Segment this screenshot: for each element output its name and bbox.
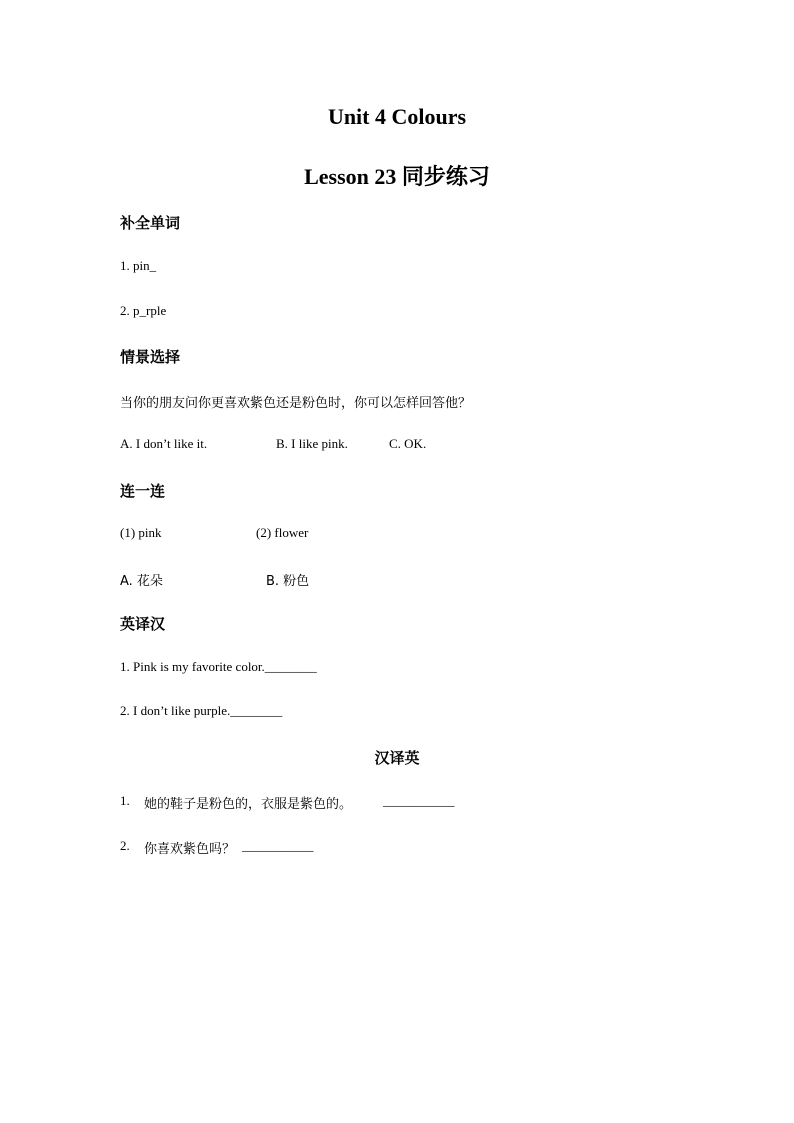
option-b: B. I like pink. <box>276 436 348 451</box>
option-c: C. OK. <box>389 436 427 451</box>
match-right-b: B. 粉色 <box>266 574 310 589</box>
match-left-2: (2) flower <box>256 525 309 540</box>
cn-to-en-item-2-blank: ___________ <box>242 838 314 853</box>
match-right-a: A. 花朵 <box>120 574 163 589</box>
en-to-cn-item-1: 1. Pink is my favorite color.________ <box>120 659 317 674</box>
fill-word-item-2: 2. p_rple <box>120 303 167 318</box>
cn-to-en-item-2-text: 你喜欢紫色吗？ <box>144 842 236 857</box>
match-left-1: (1) pink <box>120 525 162 540</box>
section-heading-situation: 情景选择 <box>120 348 181 366</box>
cn-to-en-item-1-blank: ___________ <box>383 793 455 808</box>
section-heading-matching: 连一连 <box>120 482 166 500</box>
fill-word-item-1: 1. pin_ <box>120 258 157 273</box>
situation-question: 当你的朋友问你更喜欢紫色还是粉色时，你可以怎样回答他？ <box>120 396 472 411</box>
section-heading-fill-words: 补全单词 <box>120 214 181 232</box>
cn-to-en-item-1-text: 她的鞋子是粉色的，衣服是紫色的。 <box>144 797 353 812</box>
en-to-cn-item-2: 2. I don’t like purple.________ <box>120 703 283 718</box>
section-heading-cn-to-en: 汉译英 <box>374 749 420 767</box>
section-heading-en-to-cn: 英译汉 <box>120 615 166 633</box>
lesson-title: Lesson 23 同步练习 <box>304 164 490 189</box>
cn-to-en-item-2-number: 2. <box>120 838 130 853</box>
option-a: A. I don’t like it. <box>120 436 208 451</box>
document-title: Unit 4 Colours <box>327 104 467 129</box>
cn-to-en-item-1-number: 1. <box>120 793 130 808</box>
